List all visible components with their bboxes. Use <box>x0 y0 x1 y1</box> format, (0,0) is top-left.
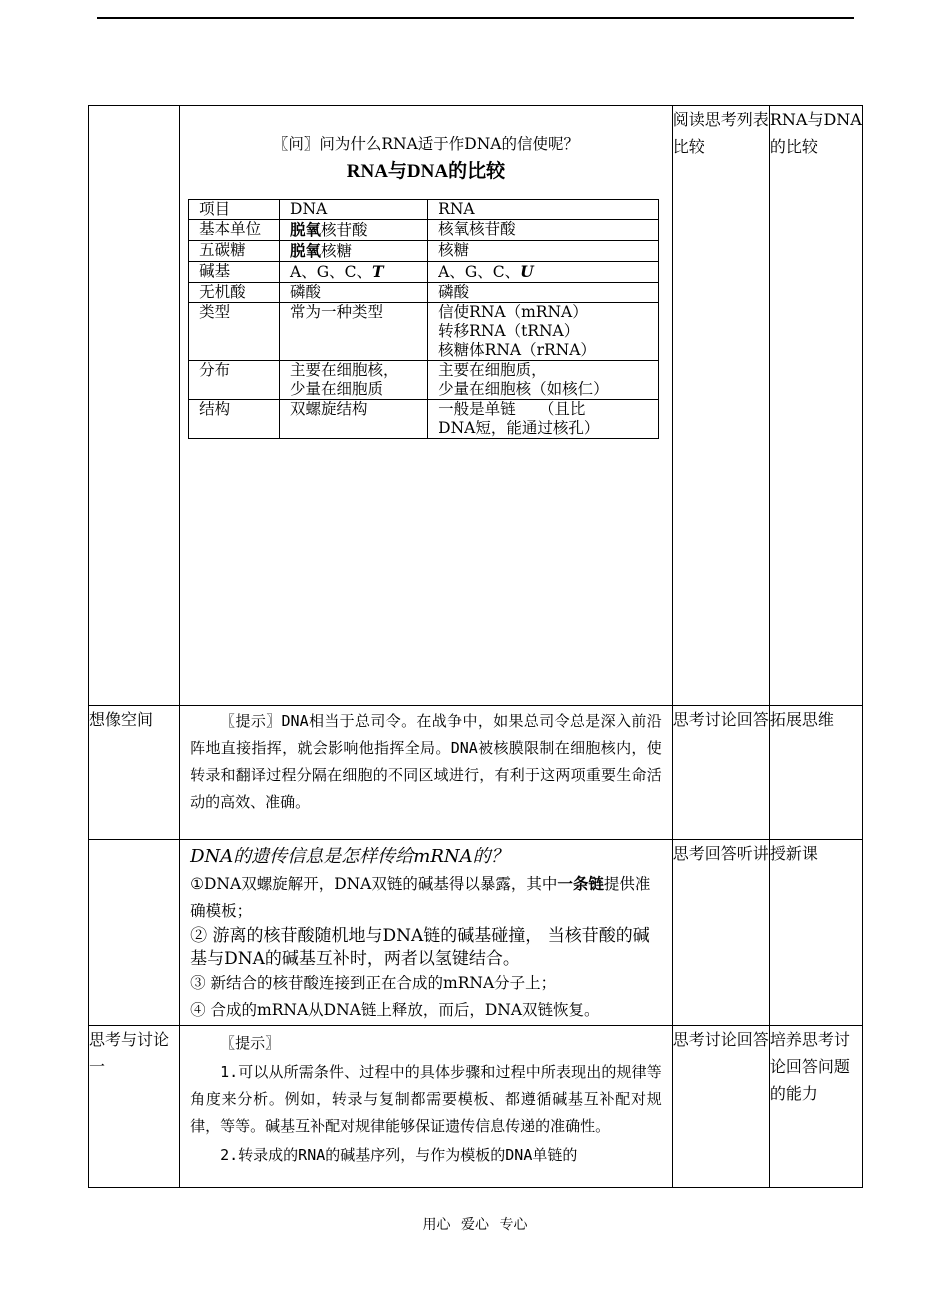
base-u: U <box>520 262 534 281</box>
discussion-point-1: 1.可以从所需条件、过程中的具体步骤和过程中所表现出的规律等角度来分析。例如，转录与复制都需要模板、都遵循碱基互补配对规律，等等。碱基互补配对规律能够保证遗传信息传递的准确性。 <box>190 1063 662 1135</box>
table-cell: 类型 <box>189 303 280 361</box>
table-row <box>189 303 659 361</box>
table-header: DNA <box>280 200 428 220</box>
table-header: 项目 <box>189 200 280 220</box>
purpose-cell: 拓展思维 <box>769 706 862 840</box>
step-1 <box>180 870 672 925</box>
table-cell: 分布 <box>189 361 280 400</box>
content-cell <box>180 1026 673 1188</box>
activity-cell: 阅读思考列表比较 <box>672 106 769 706</box>
base-t: T <box>371 262 384 281</box>
table-row <box>189 200 659 220</box>
table-cell-line: 主要在细胞质， <box>438 361 547 379</box>
table-cell-line: 一般是单链 （且比 <box>438 400 586 418</box>
step-4: ④ 合成的mRNA从DNA链上释放，而后，DNA双链恢复。 <box>190 1001 600 1019</box>
table-cell-line: DNA短，能通过核孔） <box>438 419 600 437</box>
table-header: RNA <box>428 200 659 220</box>
table-row <box>189 262 659 283</box>
table-cell <box>428 400 659 439</box>
row-discussion <box>89 1026 863 1188</box>
table-cell: 碱基 <box>189 262 280 283</box>
table-row <box>189 361 659 400</box>
table-row <box>189 220 659 241</box>
table-cell-text: A、G、C、 <box>290 263 372 281</box>
table-cell <box>280 361 428 400</box>
section-cell: 思考与讨论一 <box>89 1026 180 1188</box>
table-cell-text: 核苷酸 <box>321 221 368 239</box>
discussion-point-2: 2.转录成的RNA的碱基序列，与作为模板的DNA单链的 <box>220 1146 578 1164</box>
table-cell: 五碳糖 <box>189 241 280 262</box>
table-cell-line: 主要在细胞核， <box>290 361 399 379</box>
activity-cell: 思考讨论回答 <box>672 1026 769 1188</box>
table-cell-line: 核糖体RNA（rRNA） <box>438 341 596 359</box>
table-cell-text: A、G、C、 <box>438 263 521 281</box>
purpose-cell: RNA与DNA的比较 <box>769 106 862 706</box>
table-cell <box>280 262 428 283</box>
table-cell: 基本单位 <box>189 220 280 241</box>
table-cell-text: 核糖 <box>321 242 353 260</box>
step-2: ② 游离的核苷酸随机地与DNA链的碱基碰撞， 当核苷酸的碱基与DNA的碱基互补时，两者以氢键结合。 <box>190 926 650 969</box>
comparison-table <box>188 199 659 439</box>
content-cell <box>180 106 673 706</box>
section-cell-empty <box>89 106 180 706</box>
content-cell <box>180 840 673 1026</box>
table-cell <box>428 262 659 283</box>
content-cell <box>180 706 673 840</box>
page-footer: 用心 爱心 专心 <box>422 1217 528 1233</box>
table-cell <box>280 220 428 241</box>
activity-cell: 思考回答听讲 <box>672 840 769 1026</box>
question-text: 〖问〗问为什么RNA适于作DNA的信使呢？ <box>272 135 579 153</box>
table-cell: 核糖 <box>428 241 659 262</box>
row-transcription <box>89 840 863 1026</box>
emphasis: 一条链 <box>557 874 604 893</box>
table-cell: 磷酸 <box>428 283 659 303</box>
table-cell: 磷酸 <box>280 283 428 303</box>
table-cell-line: 少量在细胞质 <box>290 380 384 398</box>
table-cell: 结构 <box>189 400 280 439</box>
hint-label: 〖提示〗 <box>220 1034 281 1052</box>
section-cell: 想像空间 <box>89 706 180 840</box>
step-text: ①DNA双螺旋解开，DNA双链的碱基得以暴露，其中 <box>190 875 558 893</box>
header-rule <box>97 17 854 19</box>
row-rna-dna <box>89 106 863 706</box>
table-cell <box>280 241 428 262</box>
table-cell: 常为一种类型 <box>280 303 428 361</box>
step-text: 提供准确模板； <box>190 875 651 920</box>
row-imagination <box>89 706 863 840</box>
lesson-table <box>88 105 863 1188</box>
comparison-title: RNA与DNA的比较 <box>346 161 506 182</box>
table-cell <box>428 303 659 361</box>
purpose-cell: 培养思考讨论回答问题的能力 <box>769 1026 862 1188</box>
emphasis: 脱氧 <box>290 220 322 239</box>
table-cell: 无机酸 <box>189 283 280 303</box>
purpose-cell: 授新课 <box>769 840 862 1026</box>
emphasis: 脱氧 <box>290 241 322 260</box>
hint-paragraph: 〖提示〗DNA相当于总司令。在战争中，如果总司令总是深入前沿阵地直接指挥，就会影响他指挥全局。DNA被核膜限制在细胞核内，使转录和翻译过程分隔在细胞的不同区域进行，有利于这两项重要生命活动的高效、准确。 <box>190 712 662 811</box>
table-row <box>189 241 659 262</box>
table-cell-line: 信使RNA（mRNA） <box>438 303 588 321</box>
table-row <box>189 400 659 439</box>
transcription-title: DNA的遗传信息是怎样传给mRNA的？ <box>190 846 509 867</box>
table-cell: 双螺旋结构 <box>280 400 428 439</box>
table-row <box>189 283 659 303</box>
table-cell-line: 转移RNA（tRNA） <box>438 322 580 340</box>
table-cell <box>428 361 659 400</box>
table-cell: 核氧核苷酸 <box>428 220 659 241</box>
activity-cell: 思考讨论回答 <box>672 706 769 840</box>
step-3: ③ 新结合的核苷酸连接到正在合成的mRNA分子上； <box>190 974 557 992</box>
section-cell-empty <box>89 840 180 1026</box>
table-cell-line: 少量在细胞核（如核仁） <box>438 380 609 398</box>
